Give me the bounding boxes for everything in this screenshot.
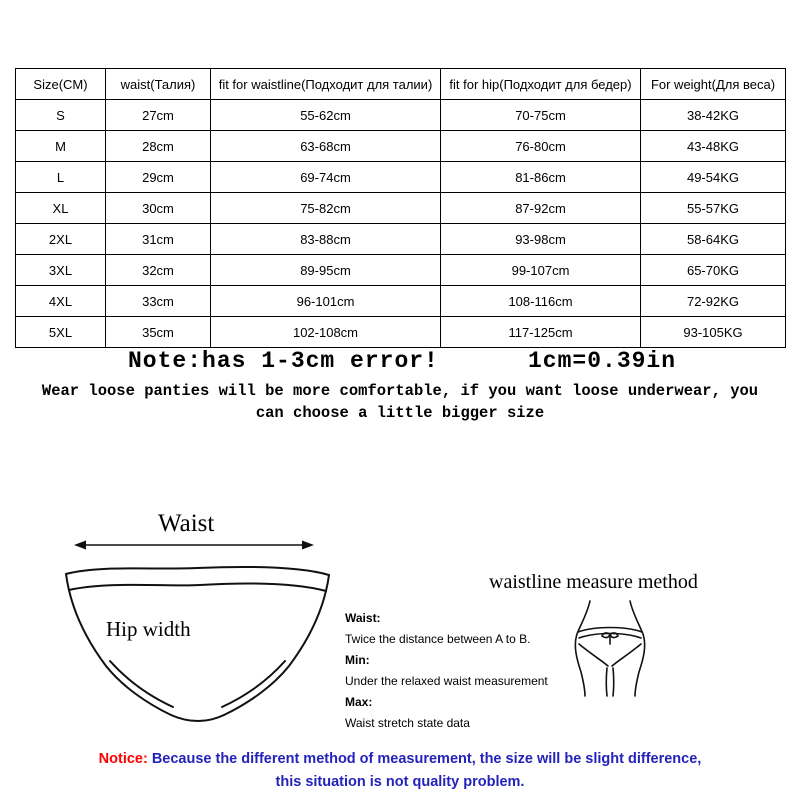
size-table	[15, 68, 786, 348]
table-cell: 102-108cm	[211, 317, 441, 348]
table-cell: 43-48KG	[641, 131, 786, 162]
table-cell: 70-75cm	[441, 100, 641, 131]
measure-instructions	[345, 608, 560, 734]
measure-text-min: Under the relaxed waist measurement	[345, 674, 548, 688]
table-cell: 75-82cm	[211, 193, 441, 224]
table-row	[16, 193, 786, 224]
table-cell: 28cm	[106, 131, 211, 162]
conversion-note: 1cm=0.39in	[528, 348, 677, 374]
table-row	[16, 224, 786, 255]
hip-width-label: Hip width	[106, 617, 191, 641]
table-cell: 27cm	[106, 100, 211, 131]
body-illustration	[565, 598, 655, 698]
table-cell: 5XL	[16, 317, 106, 348]
table-row	[16, 255, 786, 286]
waistline-method-title: waistline measure method	[489, 571, 698, 593]
table-cell: 69-74cm	[211, 162, 441, 193]
table-cell: 93-105KG	[641, 317, 786, 348]
table-row	[16, 131, 786, 162]
table-cell: 3XL	[16, 255, 106, 286]
table-cell: M	[16, 131, 106, 162]
table-cell: 55-57KG	[641, 193, 786, 224]
table-cell: 2XL	[16, 224, 106, 255]
table-row	[16, 162, 786, 193]
waist-measure-arrow-icon	[73, 537, 315, 553]
table-row	[16, 286, 786, 317]
table-cell: 35cm	[106, 317, 211, 348]
table-header-cell: For weight(Для веса)	[641, 69, 786, 100]
notice-text-2: this situation is not quality problem.	[275, 774, 525, 790]
table-cell: 65-70KG	[641, 255, 786, 286]
table-row	[16, 317, 786, 348]
table-cell: XL	[16, 193, 106, 224]
table-cell: 96-101cm	[211, 286, 441, 317]
table-cell: 108-116cm	[441, 286, 641, 317]
table-cell: 49-54KG	[641, 162, 786, 193]
table-cell: 4XL	[16, 286, 106, 317]
table-cell: 76-80cm	[441, 131, 641, 162]
size-table-header-row	[16, 69, 786, 100]
panties-drawing	[60, 558, 335, 733]
table-cell: 63-68cm	[211, 131, 441, 162]
table-cell: 83-88cm	[211, 224, 441, 255]
table-cell: 81-86cm	[441, 162, 641, 193]
table-cell: 30cm	[106, 193, 211, 224]
table-cell: 38-42KG	[641, 100, 786, 131]
table-cell: 58-64KG	[641, 224, 786, 255]
notice-text-1: Because the different method of measurement, the size will be slight difference,	[151, 751, 702, 767]
advice-text	[0, 380, 800, 424]
measure-label-max: Max:	[345, 695, 373, 709]
table-header-cell: fit for hip(Подходит для бедер)	[441, 69, 641, 100]
table-cell: 72-92KG	[641, 286, 786, 317]
table-cell: 33cm	[106, 286, 211, 317]
measure-text-waist: Twice the distance between A to B.	[345, 632, 531, 646]
table-cell: 117-125cm	[441, 317, 641, 348]
table-cell: S	[16, 100, 106, 131]
table-cell: L	[16, 162, 106, 193]
table-header-cell: waist(Талия)	[106, 69, 211, 100]
advice-line-1: Wear loose panties will be more comfortable, if you want loose underwear, you	[41, 382, 759, 400]
advice-line-2: can choose a little bigger size	[255, 404, 545, 422]
table-cell: 93-98cm	[441, 224, 641, 255]
table-cell: 87-92cm	[441, 193, 641, 224]
table-cell: 99-107cm	[441, 255, 641, 286]
size-table-body	[16, 100, 786, 348]
table-row	[16, 100, 786, 131]
table-cell: 31cm	[106, 224, 211, 255]
error-note: Note:has 1-3cm error!	[128, 348, 439, 374]
table-cell: 55-62cm	[211, 100, 441, 131]
measure-label-min: Min:	[345, 653, 370, 667]
table-header-cell: Size(CM)	[16, 69, 106, 100]
notice	[0, 748, 800, 794]
waist-label: Waist	[158, 510, 215, 537]
measure-text-max: Waist stretch state data	[345, 716, 470, 730]
table-header-cell: fit for waistline(Подходит для талии)	[211, 69, 441, 100]
notice-line-1	[0, 748, 800, 771]
measure-label-waist: Waist:	[345, 611, 381, 625]
table-cell: 89-95cm	[211, 255, 441, 286]
notice-label: Notice:	[98, 751, 148, 767]
table-cell: 29cm	[106, 162, 211, 193]
table-cell: 32cm	[106, 255, 211, 286]
